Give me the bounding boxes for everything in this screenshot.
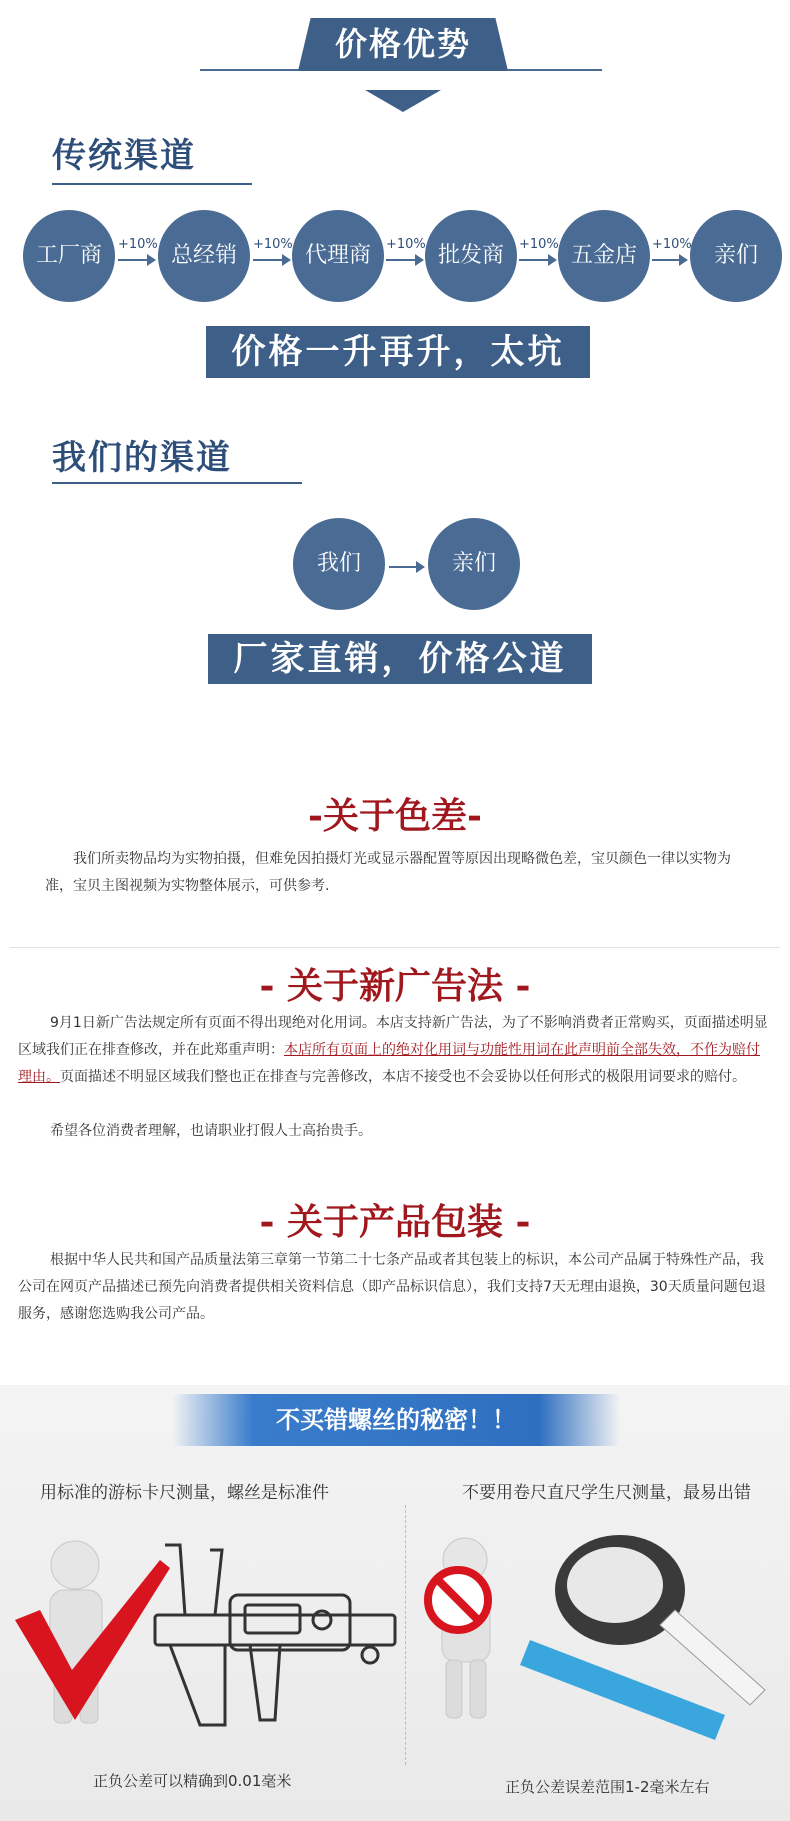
color-diff-text: 我们所卖物品均为实物拍摄，但难免因拍摄灯光或显示器配置等原因出现略微色差，宝贝颜色一律以实物为准，宝贝主图视频为实物整体展示，可供参考. xyxy=(45,851,731,894)
arrow-icon xyxy=(389,566,423,568)
packaging-title: - 关于产品包装 - xyxy=(259,1201,531,1243)
our-channel-banner: 厂家直销，价格公道 xyxy=(208,634,592,684)
markup-label: +10% xyxy=(386,237,426,252)
tape-measure-illustration xyxy=(420,1520,785,1750)
ad-law-text: 9月1日新广告法规定所有页面不得出现绝对化用词。本店支持新广告法，为了不影响消费者正常购买，页面描述明显区域我们正在排查修改，并在此郑重声明： xyxy=(18,1015,768,1058)
packaging-text: 根据中华人民共和国产品质量法第三章第一节第二十七条产品或者其包装上的标识，本公司产品属于特殊性产品，我公司在网页产品描述已预先向消费者提供相关资料信息（即产品标识信息），我们支持7天无理由退换，30天质量问题包退服务，感谢您选购我公司产品。 xyxy=(18,1252,766,1322)
node-hardware-store: 五金店 xyxy=(558,210,650,302)
left-note: 正负公差可以精确到0.01毫米 xyxy=(93,1772,292,1790)
node-customer: 亲们 xyxy=(428,518,520,610)
arrow-icon xyxy=(253,259,289,261)
arrow-icon xyxy=(118,259,154,261)
traditional-underline xyxy=(52,183,252,185)
divider xyxy=(10,947,780,948)
markup-label: +10% xyxy=(253,237,293,252)
right-caption: 不要用卷尺直尺学生尺测量，最易出错 xyxy=(462,1483,751,1503)
node-factory: 工厂商 xyxy=(23,210,115,302)
markup-label: +10% xyxy=(118,237,158,252)
ad-law-plea: 希望各位消费者理解，也请职业打假人士高抬贵手。 xyxy=(50,1123,372,1139)
screw-banner: 不买错螺丝的秘密！！ xyxy=(172,1394,620,1446)
ad-law-highlight: 本店所有页面上的绝对化用词与功能性用词在此声明前全部失效，不作为赔付理由。 xyxy=(18,1042,760,1085)
ad-law-title: - 关于新广告法 - xyxy=(259,965,531,1007)
node-wholesaler: 批发商 xyxy=(425,210,517,302)
down-arrow-icon xyxy=(365,90,441,112)
left-caption: 用标准的游标卡尺测量，螺丝是标准件 xyxy=(40,1483,329,1503)
caliper-illustration xyxy=(10,1520,400,1750)
node-us: 我们 xyxy=(293,518,385,610)
color-diff-title: -关于色差- xyxy=(308,795,482,837)
traditional-banner: 价格一升再升，太坑 xyxy=(206,326,590,378)
right-note: 正负公差误差范围1-2毫米左右 xyxy=(505,1778,710,1796)
node-distributor: 总经销 xyxy=(158,210,250,302)
arrow-icon xyxy=(519,259,555,261)
node-customer: 亲们 xyxy=(690,210,782,302)
prohibited-icon xyxy=(428,1570,488,1630)
markup-label: +10% xyxy=(519,237,559,252)
ad-law-paragraph xyxy=(18,1010,770,1091)
page-title: 价格优势 xyxy=(334,25,471,63)
our-channel-underline xyxy=(52,482,302,484)
ad-law-text-end: 页面描述不明显区域我们整也正在排查与完善修改，本店不接受也不会妥协以任何形式的极限用词要求的赔付。 xyxy=(60,1069,746,1085)
node-agent: 代理商 xyxy=(292,210,384,302)
divider xyxy=(405,1505,406,1765)
markup-label: +10% xyxy=(652,237,692,252)
traditional-title: 传统渠道 xyxy=(52,136,196,176)
our-channel-title: 我们的渠道 xyxy=(52,438,232,478)
arrow-icon xyxy=(386,259,422,261)
arrow-icon xyxy=(652,259,686,261)
caliper-icon xyxy=(155,1545,395,1725)
